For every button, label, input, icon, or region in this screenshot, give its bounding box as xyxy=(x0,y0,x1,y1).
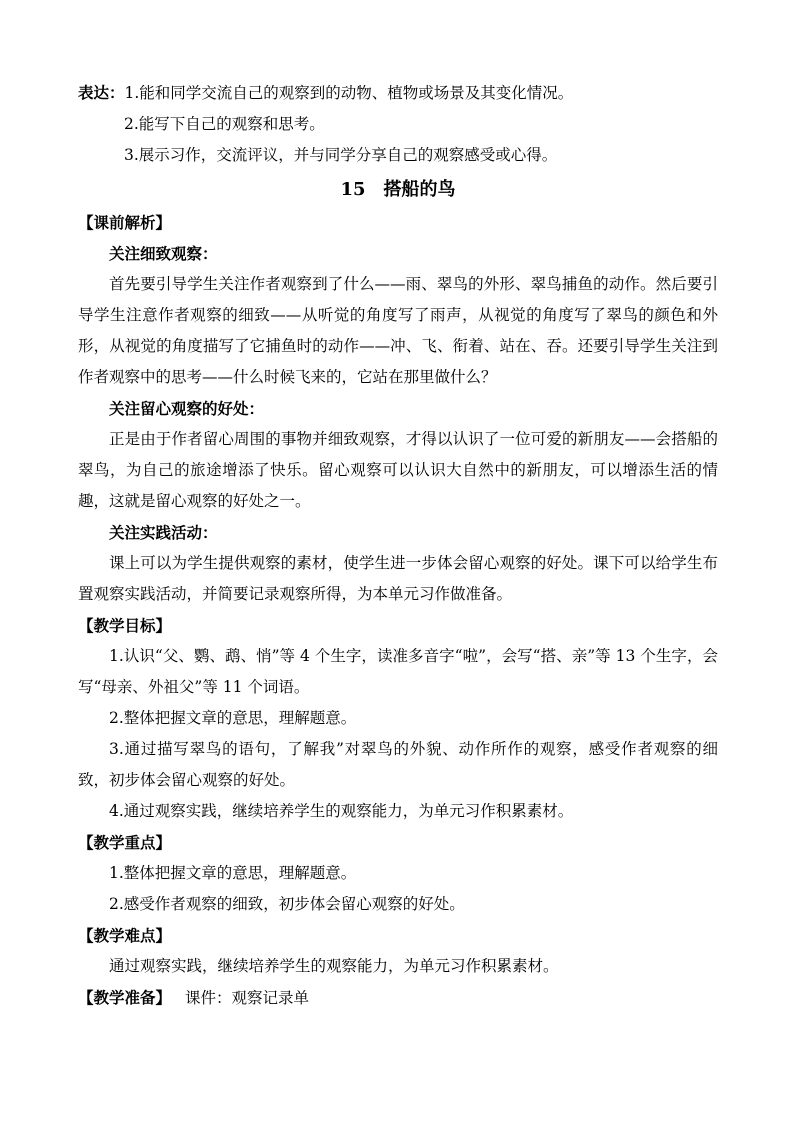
expression-item: 3.展示习作，交流评议，并与同学分享自己的观察感受或心得。 xyxy=(124,146,558,164)
lesson-title xyxy=(78,173,718,207)
goal-item: 1.认识“父、鹦、鹉、悄”等 4 个生字，读准多音字“啦”，会写“搭、亲”等 13 个生字，会写“母亲、外祖父”等 11 个词语。 xyxy=(78,647,718,696)
difficulty-text: 通过观察实践，继续培养学生的观察能力，为单元习作积累素材。 xyxy=(109,957,559,975)
section-heading-difficulties: 【教学难点】 xyxy=(78,926,172,945)
preparation-text: 课件：观察记录单 xyxy=(185,989,310,1007)
key-point-item: 1.整体把握文章的意思，理解题意。 xyxy=(109,864,357,882)
expression-item xyxy=(78,77,718,109)
preparation-line xyxy=(78,982,718,1014)
lesson-name: 搭船的鸟 xyxy=(383,179,456,200)
document-content xyxy=(78,77,718,1014)
paragraph: 课上可以为学生提供观察的素材，使学生进一步体会留心观察的好处。课下可以给学生布置观察实践活动，并简要记录观察所得，为本单元习作做准备。 xyxy=(78,554,718,603)
expression-label: 表达： xyxy=(78,83,125,102)
paragraph: 正是由于作者留心周围的事物并细致观察，才得以认识了一位可爱的新朋友——会搭船的翠鸟，为自己的旅途增添了快乐。留心观察可以认识大自然中的新朋友，可以增添生活的情趣，这就是留心观察的好处之一。 xyxy=(78,430,718,510)
subheading: 关注细致观察： xyxy=(109,244,218,263)
goal-item: 4.通过观察实践，继续培养学生的观察能力，为单元习作积累素材。 xyxy=(109,802,574,820)
lesson-number: 15 xyxy=(340,179,366,200)
section-heading-key-points: 【教学重点】 xyxy=(78,833,172,852)
expression-item: 2.能写下自己的观察和思考。 xyxy=(124,115,325,133)
subheading: 关注留心观察的好处： xyxy=(109,399,265,418)
expression-text: 1.能和同学交流自己的观察到的动物、植物或场景及其变化情况。 xyxy=(124,84,574,102)
subheading: 关注实践活动： xyxy=(109,523,218,542)
section-heading-analysis: 【课前解析】 xyxy=(78,213,172,232)
goal-item: 2.整体把握文章的意思，理解题意。 xyxy=(109,709,357,727)
key-point-item: 2.感受作者观察的细致，初步体会留心观察的好处。 xyxy=(109,895,465,913)
goal-item: 3.通过描写翠鸟的语句，了解我”对翠鸟的外貌、动作所作的观察，感受作者观察的细致，初步体会留心观察的好处。 xyxy=(78,740,718,789)
section-heading-goals: 【教学目标】 xyxy=(78,616,172,635)
section-heading-preparation: 【教学准备】 xyxy=(78,988,172,1007)
paragraph: 首先要引导学生关注作者观察到了什么——雨、翠鸟的外形、翠鸟捕鱼的动作。然后要引导学生注意作者观察的细致——从听觉的角度写了雨声，从视觉的角度写了翠鸟的颜色和外形，从视觉的角度描写了它捕鱼时的动作——冲、飞、衔着、站在、吞。还要引导学生关注到作者观察中的思考——什么时候飞来的，它站在那里做什么？ xyxy=(78,275,718,386)
